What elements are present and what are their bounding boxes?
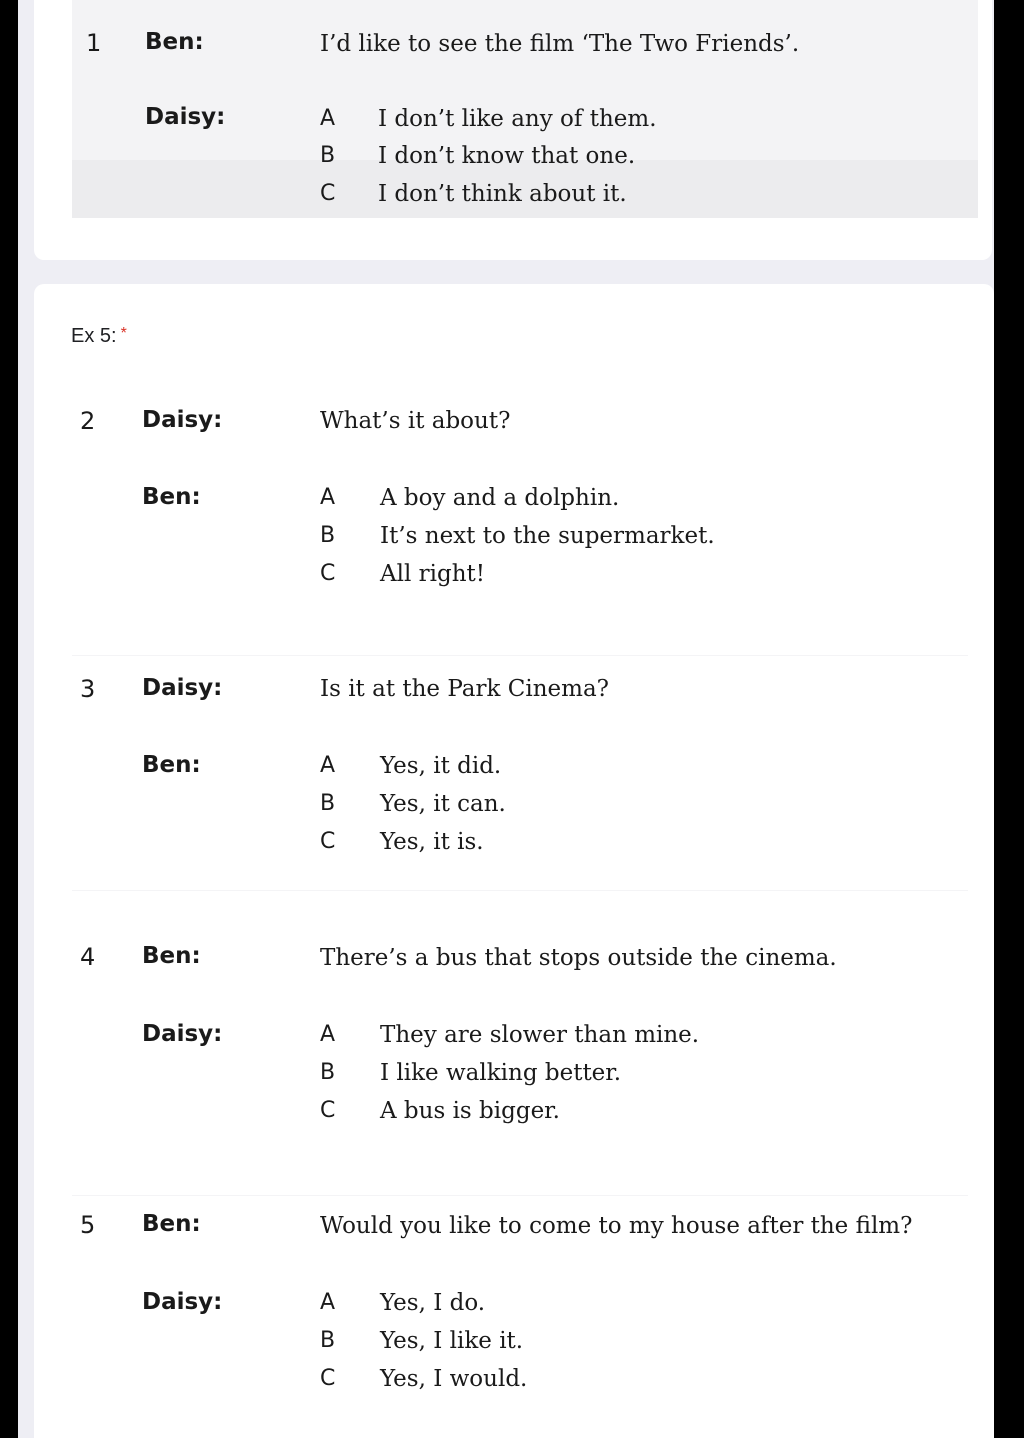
- option-letter: B: [320, 791, 336, 816]
- option-letter: A: [320, 1022, 336, 1047]
- speaker-label: Daisy:: [142, 407, 223, 433]
- item-number: 2: [80, 407, 96, 435]
- option-text: Yes, I would.: [380, 1366, 528, 1392]
- speaker-label: Ben:: [142, 752, 201, 778]
- option-text: I don’t think about it.: [378, 181, 627, 207]
- item-number: 5: [80, 1211, 96, 1239]
- option-letter: C: [320, 561, 336, 586]
- option-letter: C: [320, 1098, 336, 1123]
- option-text: Yes, I like it.: [380, 1328, 524, 1354]
- question-title: [71, 325, 127, 348]
- speaker-label: Ben:: [145, 29, 204, 55]
- option-text: A bus is bigger.: [380, 1098, 560, 1124]
- option-text: I don’t like any of them.: [378, 106, 657, 132]
- option-letter: B: [320, 523, 336, 548]
- option-text: Yes, it can.: [380, 791, 506, 817]
- item-number: 1: [86, 29, 102, 57]
- option-text: It’s next to the supermarket.: [380, 523, 715, 549]
- option-letter: B: [320, 1060, 336, 1085]
- option-letter: A: [320, 753, 336, 778]
- option-text: Yes, it did.: [380, 753, 502, 779]
- option-letter: A: [320, 106, 336, 131]
- option-letter: C: [320, 1366, 336, 1391]
- option-text: They are slower than mine.: [380, 1022, 700, 1048]
- speaker-label: Ben:: [142, 943, 201, 969]
- dialogue-line: What’s it about?: [320, 408, 511, 434]
- question-title-text: Ex 5:: [71, 325, 117, 347]
- divider: [72, 890, 968, 891]
- item-number: 4: [80, 943, 96, 971]
- speaker-label: Ben:: [142, 484, 201, 510]
- dialogue-line: I’d like to see the film ‘The Two Friends’.: [320, 31, 800, 57]
- speaker-label: Daisy:: [142, 1289, 223, 1315]
- dialogue-line: Is it at the Park Cinema?: [320, 676, 609, 702]
- option-text: Yes, I do.: [380, 1290, 486, 1316]
- option-text: A boy and a dolphin.: [380, 485, 620, 511]
- divider: [72, 655, 968, 656]
- required-marker: *: [120, 325, 127, 342]
- speaker-label: Daisy:: [145, 104, 226, 130]
- dialogue-line: There’s a bus that stops outside the cinema.: [320, 945, 837, 971]
- speaker-label: Ben:: [142, 1211, 201, 1237]
- question-card: [34, 284, 994, 1438]
- option-letter: B: [320, 143, 336, 168]
- dialogue-line: Would you like to come to my house after the film?: [320, 1213, 913, 1239]
- option-text: All right!: [380, 561, 486, 587]
- item-number: 3: [80, 675, 96, 703]
- option-letter: B: [320, 1328, 336, 1353]
- option-letter: C: [320, 829, 336, 854]
- option-letter: A: [320, 1290, 336, 1315]
- option-text: I don’t know that one.: [378, 143, 636, 169]
- speaker-label: Daisy:: [142, 675, 223, 701]
- option-text: I like walking better.: [380, 1060, 622, 1086]
- option-letter: A: [320, 485, 336, 510]
- speaker-label: Daisy:: [142, 1021, 223, 1047]
- option-text: Yes, it is.: [380, 829, 484, 855]
- divider: [72, 1195, 968, 1196]
- option-letter: C: [320, 181, 336, 206]
